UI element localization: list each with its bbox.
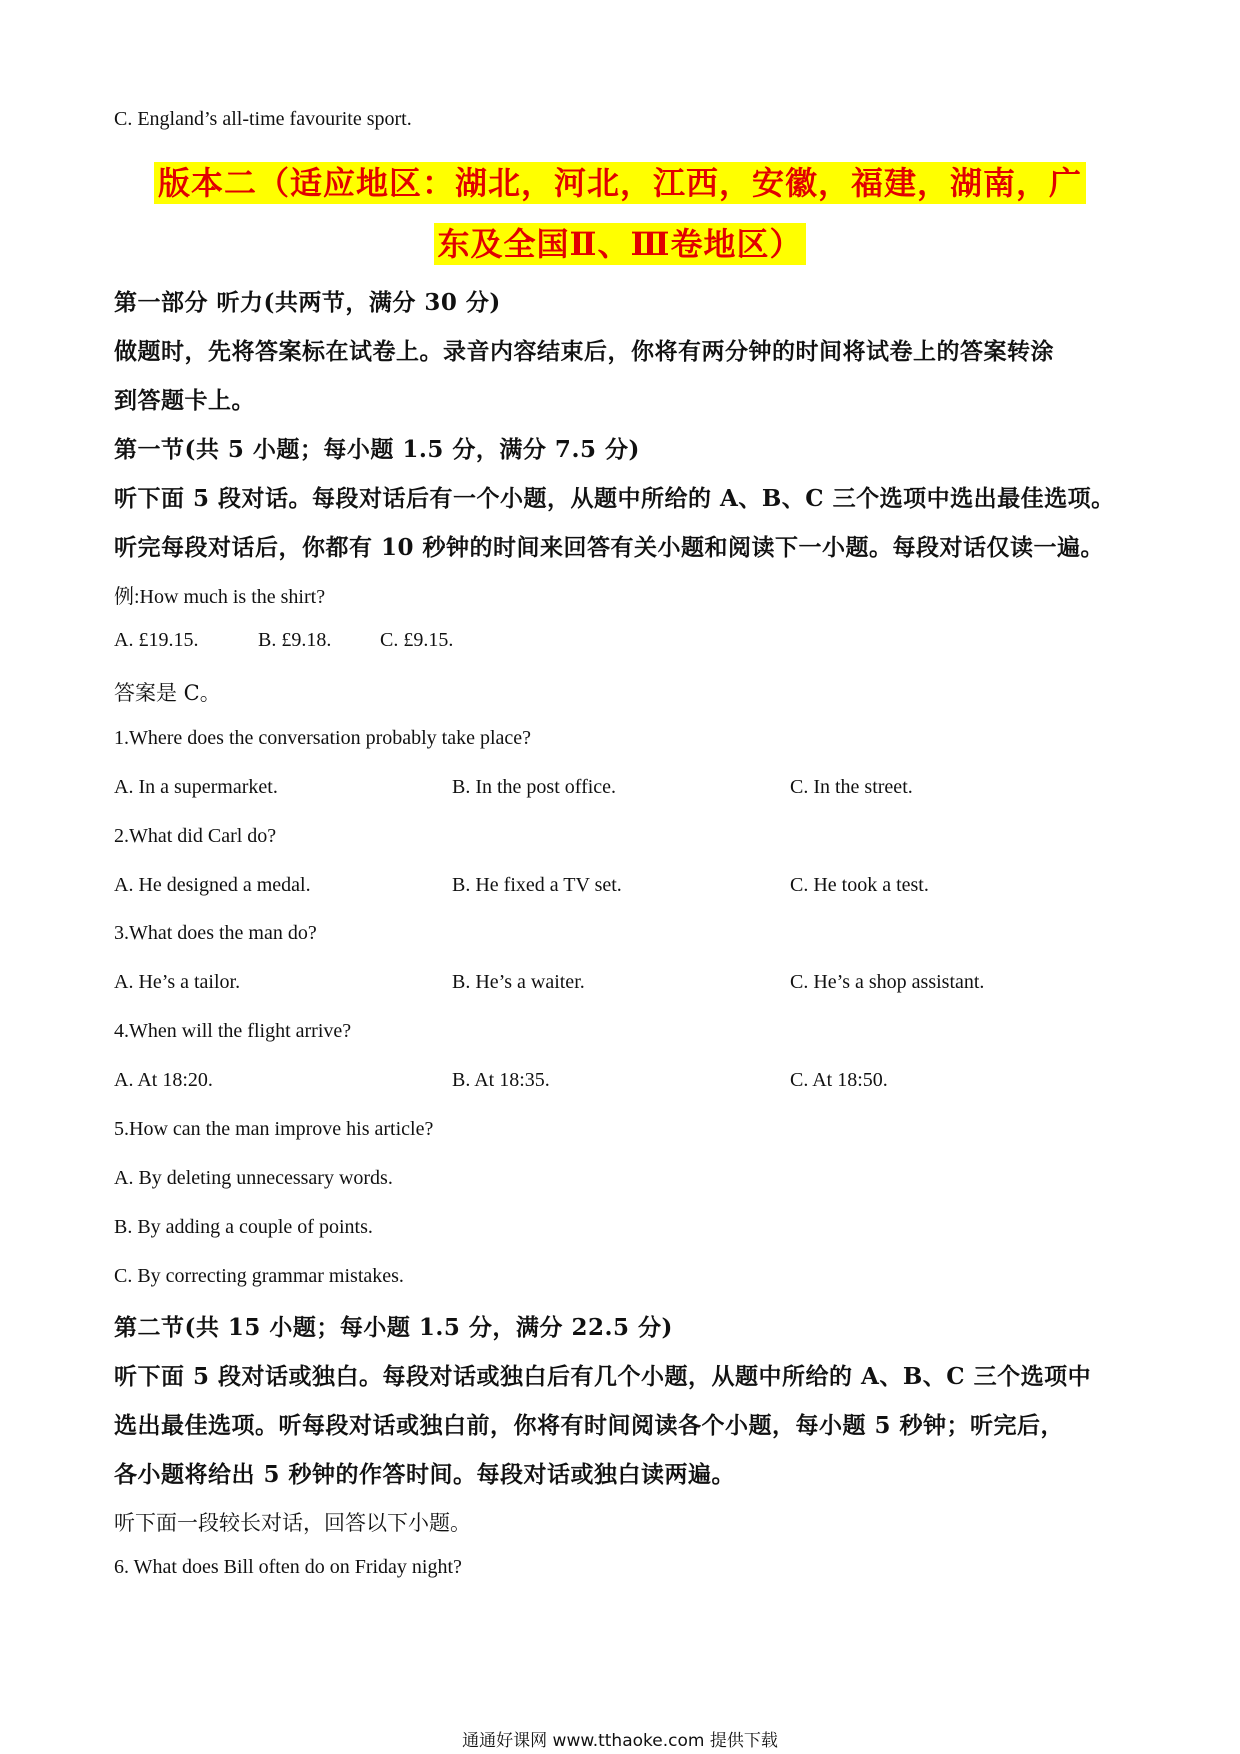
question-5-option-a: A. By deleting unnecessary words. xyxy=(114,1167,393,1189)
question-5-option-c: C. By correcting grammar mistakes. xyxy=(114,1265,404,1287)
version-title-highlight-1: 版本二（适应地区：湖北，河北，江西，安徽，福建，湖南，广 xyxy=(154,162,1086,204)
question-5-option-b: B. By adding a couple of points. xyxy=(114,1216,373,1238)
question-3: 3.What does the man do? xyxy=(114,922,317,944)
section2-instruction-line1: 听下面 5 段对话或独白。每段对话或独白后有几个小题，从题中所给的 A、B、C 三个选项中 xyxy=(114,1363,1092,1390)
section1-instruction-line2: 听完每段对话后，你都有 10 秒钟的时间来回答有关小题和阅读下一小题。每段对话仅读一遍。 xyxy=(114,534,1105,561)
example-answer: 答案是 C。 xyxy=(114,681,221,705)
long-dialogue-instruction: 听下面一段较长对话，回答以下小题。 xyxy=(114,1511,471,1535)
question-4-option-b: B. At 18:35. xyxy=(452,1069,550,1091)
question-2-option-a: A. He designed a medal. xyxy=(114,874,311,896)
section2-heading: 第二节(共 15 小题；每小题 1.5 分，满分 22.5 分) xyxy=(114,1314,673,1341)
question-2: 2.What did Carl do? xyxy=(114,825,277,847)
example-question: 例:How much is the shirt? xyxy=(114,586,326,608)
question-1: 1.Where does the conversation probably take place? xyxy=(114,727,532,749)
part1-instruction-line1: 做题时，先将答案标在试卷上。录音内容结束后，你将有两分钟的时间将试卷上的答案转涂 xyxy=(114,338,1054,365)
question-3-option-a: A. He’s a tailor. xyxy=(114,971,241,993)
question-2-option-b: B. He fixed a TV set. xyxy=(452,874,622,896)
question-4-option-a: A. At 18:20. xyxy=(114,1069,213,1091)
part1-heading: 第一部分 听力(共两节，满分 30 分) xyxy=(114,289,501,316)
question-4: 4.When will the flight arrive? xyxy=(114,1020,352,1042)
question-1-option-b: B. In the post office. xyxy=(452,776,617,798)
version-title-highlight-2: 东及全国Ⅱ、Ⅲ卷地区） xyxy=(434,223,807,265)
question-3-option-b: B. He’s a waiter. xyxy=(452,971,585,993)
example-option-c: C. £9.15. xyxy=(380,629,454,651)
page-footer: 通通好课网 www.tthaoke.com 提供下载 xyxy=(462,1731,778,1751)
example-option-b: B. £9.18. xyxy=(258,629,332,651)
version-title-line1 xyxy=(0,158,1240,204)
version-title-line2 xyxy=(0,219,1240,265)
section1-heading: 第一节(共 5 小题；每小题 1.5 分，满分 7.5 分) xyxy=(114,436,640,463)
question-2-option-c: C. He took a test. xyxy=(790,874,929,896)
prev-option-c: C. England’s all-time favourite sport. xyxy=(114,108,412,130)
question-4-option-c: C. At 18:50. xyxy=(790,1069,888,1091)
question-1-option-a: A. In a supermarket. xyxy=(114,776,278,798)
question-6: 6. What does Bill often do on Friday night? xyxy=(114,1556,462,1578)
section1-instruction-line1: 听下面 5 段对话。每段对话后有一个小题，从题中所给的 A、B、C 三个选项中选出最佳选项。 xyxy=(114,485,1115,512)
example-option-a: A. £19.15. xyxy=(114,629,199,651)
question-1-option-c: C. In the street. xyxy=(790,776,913,798)
question-3-option-c: C. He’s a shop assistant. xyxy=(790,971,985,993)
question-5: 5.How can the man improve his article? xyxy=(114,1118,434,1140)
part1-instruction-line2: 到答题卡上。 xyxy=(114,387,255,414)
section2-instruction-line3: 各小题将给出 5 秒钟的作答时间。每段对话或独白读两遍。 xyxy=(114,1461,736,1488)
section2-instruction-line2: 选出最佳选项。听每段对话或独白前，你将有时间阅读各个小题，每小题 5 秒钟；听完后， xyxy=(114,1412,1065,1439)
